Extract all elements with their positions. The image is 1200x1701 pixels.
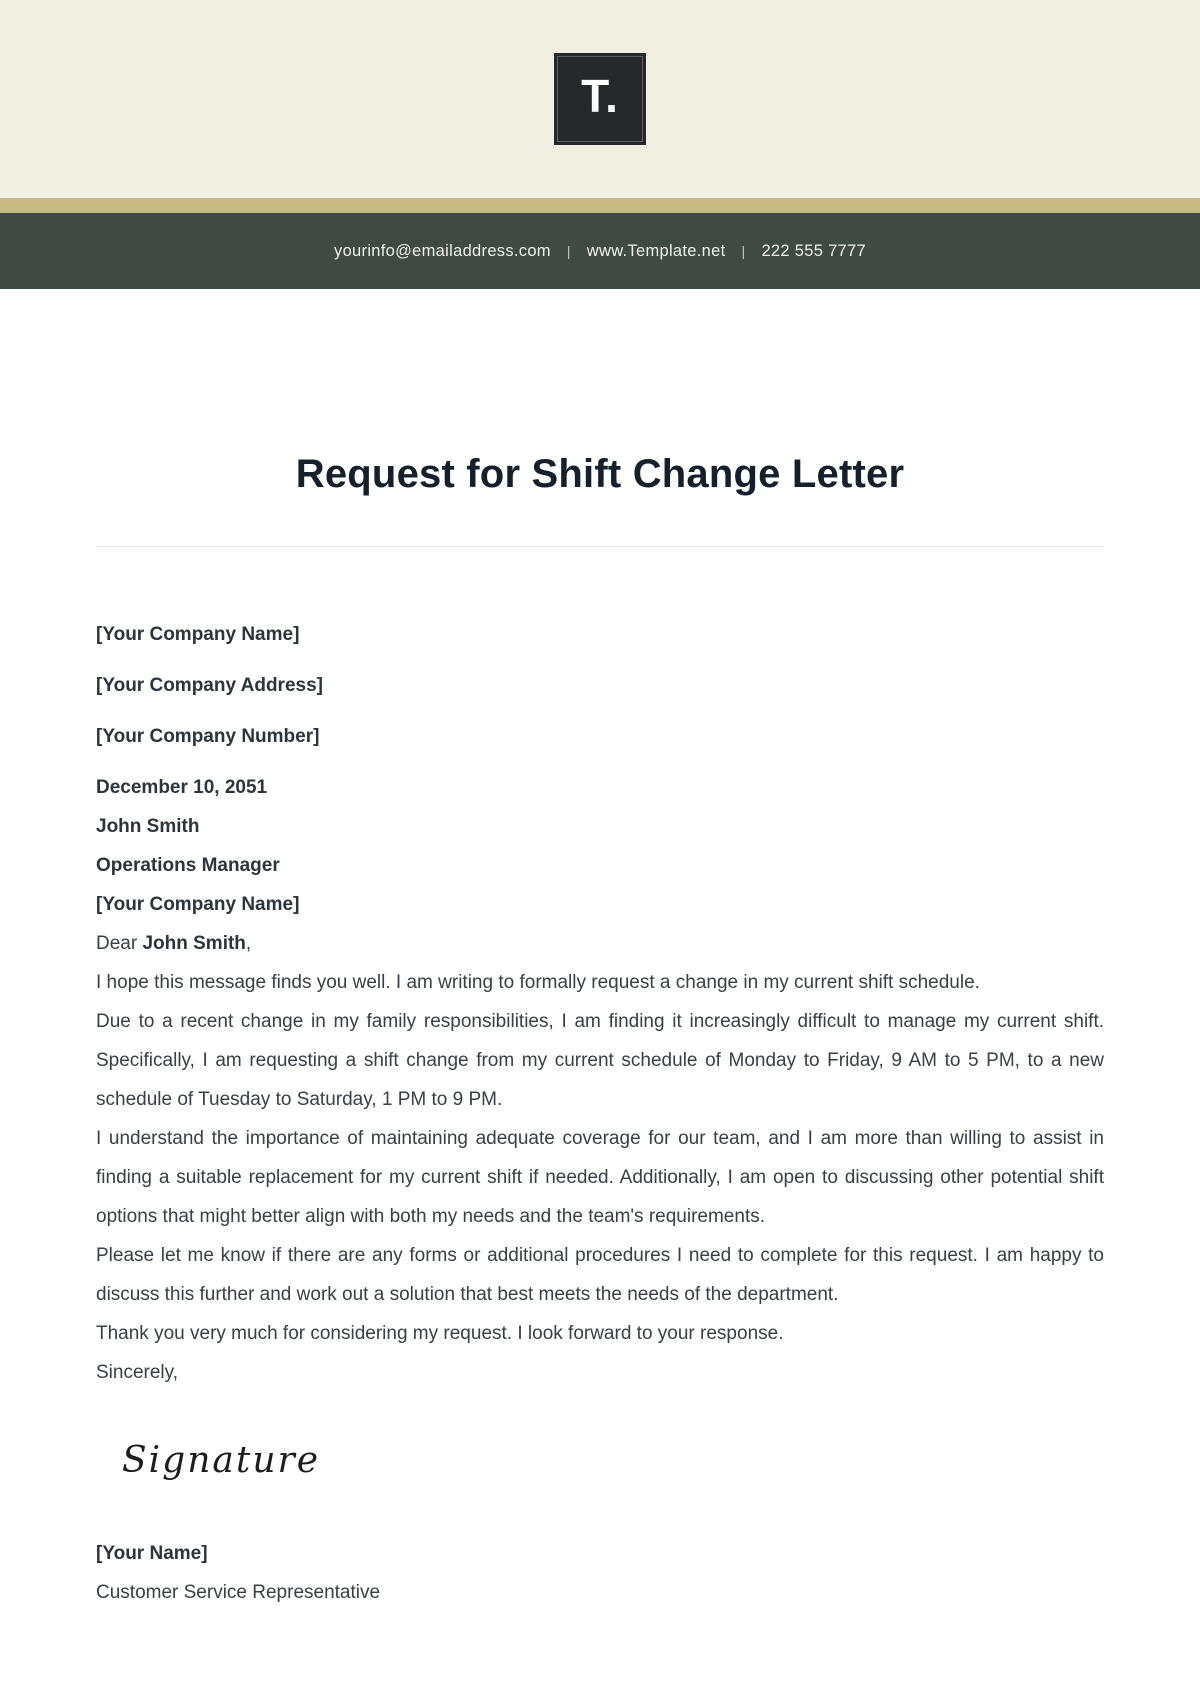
contact-email: yourinfo@emailaddress.com — [334, 241, 551, 260]
sender-name: [Your Name] — [96, 1543, 208, 1564]
salutation-line — [96, 924, 1104, 963]
company-address-line: [Your Company Address] — [96, 675, 323, 696]
contact-separator: | — [566, 243, 571, 259]
contact-separator: | — [741, 243, 746, 259]
recipient-name: John Smith — [96, 816, 200, 837]
paragraph-request-details: Due to a recent change in my family responsibilities, I am finding it increasingly difficult to manage my current shift. Specifically, I am requesting a shift change from my current schedule of Monday to Friday, 9 AM to 5 PM, to a new schedule of Tuesday to Saturday, 1 PM to 9 PM. — [96, 1011, 1104, 1110]
closing-line: Sincerely, — [96, 1362, 179, 1383]
company-name-line: [Your Company Name] — [96, 624, 300, 645]
letter-date: December 10, 2051 — [96, 777, 268, 798]
contact-phone: 222 555 7777 — [761, 241, 866, 260]
letter-document — [96, 289, 1104, 1612]
title-divider — [96, 546, 1104, 547]
paragraph-thanks: Thank you very much for considering my request. I look forward to your response. — [96, 1323, 784, 1344]
contact-bar — [0, 213, 1200, 289]
paragraph-procedures: Please let me know if there are any forms or additional procedures I need to complete for this request. I am happy to discuss this further and work out a solution that best meets the needs of the department. — [96, 1245, 1104, 1305]
company-number-line: [Your Company Number] — [96, 726, 320, 747]
sender-title: Customer Service Representative — [96, 1582, 381, 1603]
contact-website: www.Template.net — [586, 241, 726, 260]
contact-info-row — [334, 242, 866, 261]
paragraph-coverage: I understand the importance of maintaining adequate coverage for our team, and I am more than willing to assist in finding a suitable replacement for my current shift if needed. Additionally, I am open to discussing other potential shift options that might better align with both my needs and the team's requirements. — [96, 1128, 1104, 1227]
salutation-suffix: , — [245, 933, 252, 954]
salutation-name: John Smith — [142, 933, 246, 954]
brand-logo-text: T. — [581, 70, 619, 122]
header-cream-band — [0, 0, 1200, 198]
paragraph-intro: I hope this message finds you well. I am writing to formally request a change in my current shift schedule. — [96, 972, 980, 993]
recipient-company: [Your Company Name] — [96, 894, 300, 915]
letter-title: Request for Shift Change Letter — [295, 452, 905, 496]
salutation-prefix: Dear — [96, 933, 143, 954]
signature-script: Signature — [122, 1440, 321, 1481]
brand-logo — [554, 53, 646, 145]
recipient-title: Operations Manager — [96, 855, 280, 876]
gold-stripe-divider — [0, 198, 1200, 213]
letter-content — [96, 615, 1104, 1612]
